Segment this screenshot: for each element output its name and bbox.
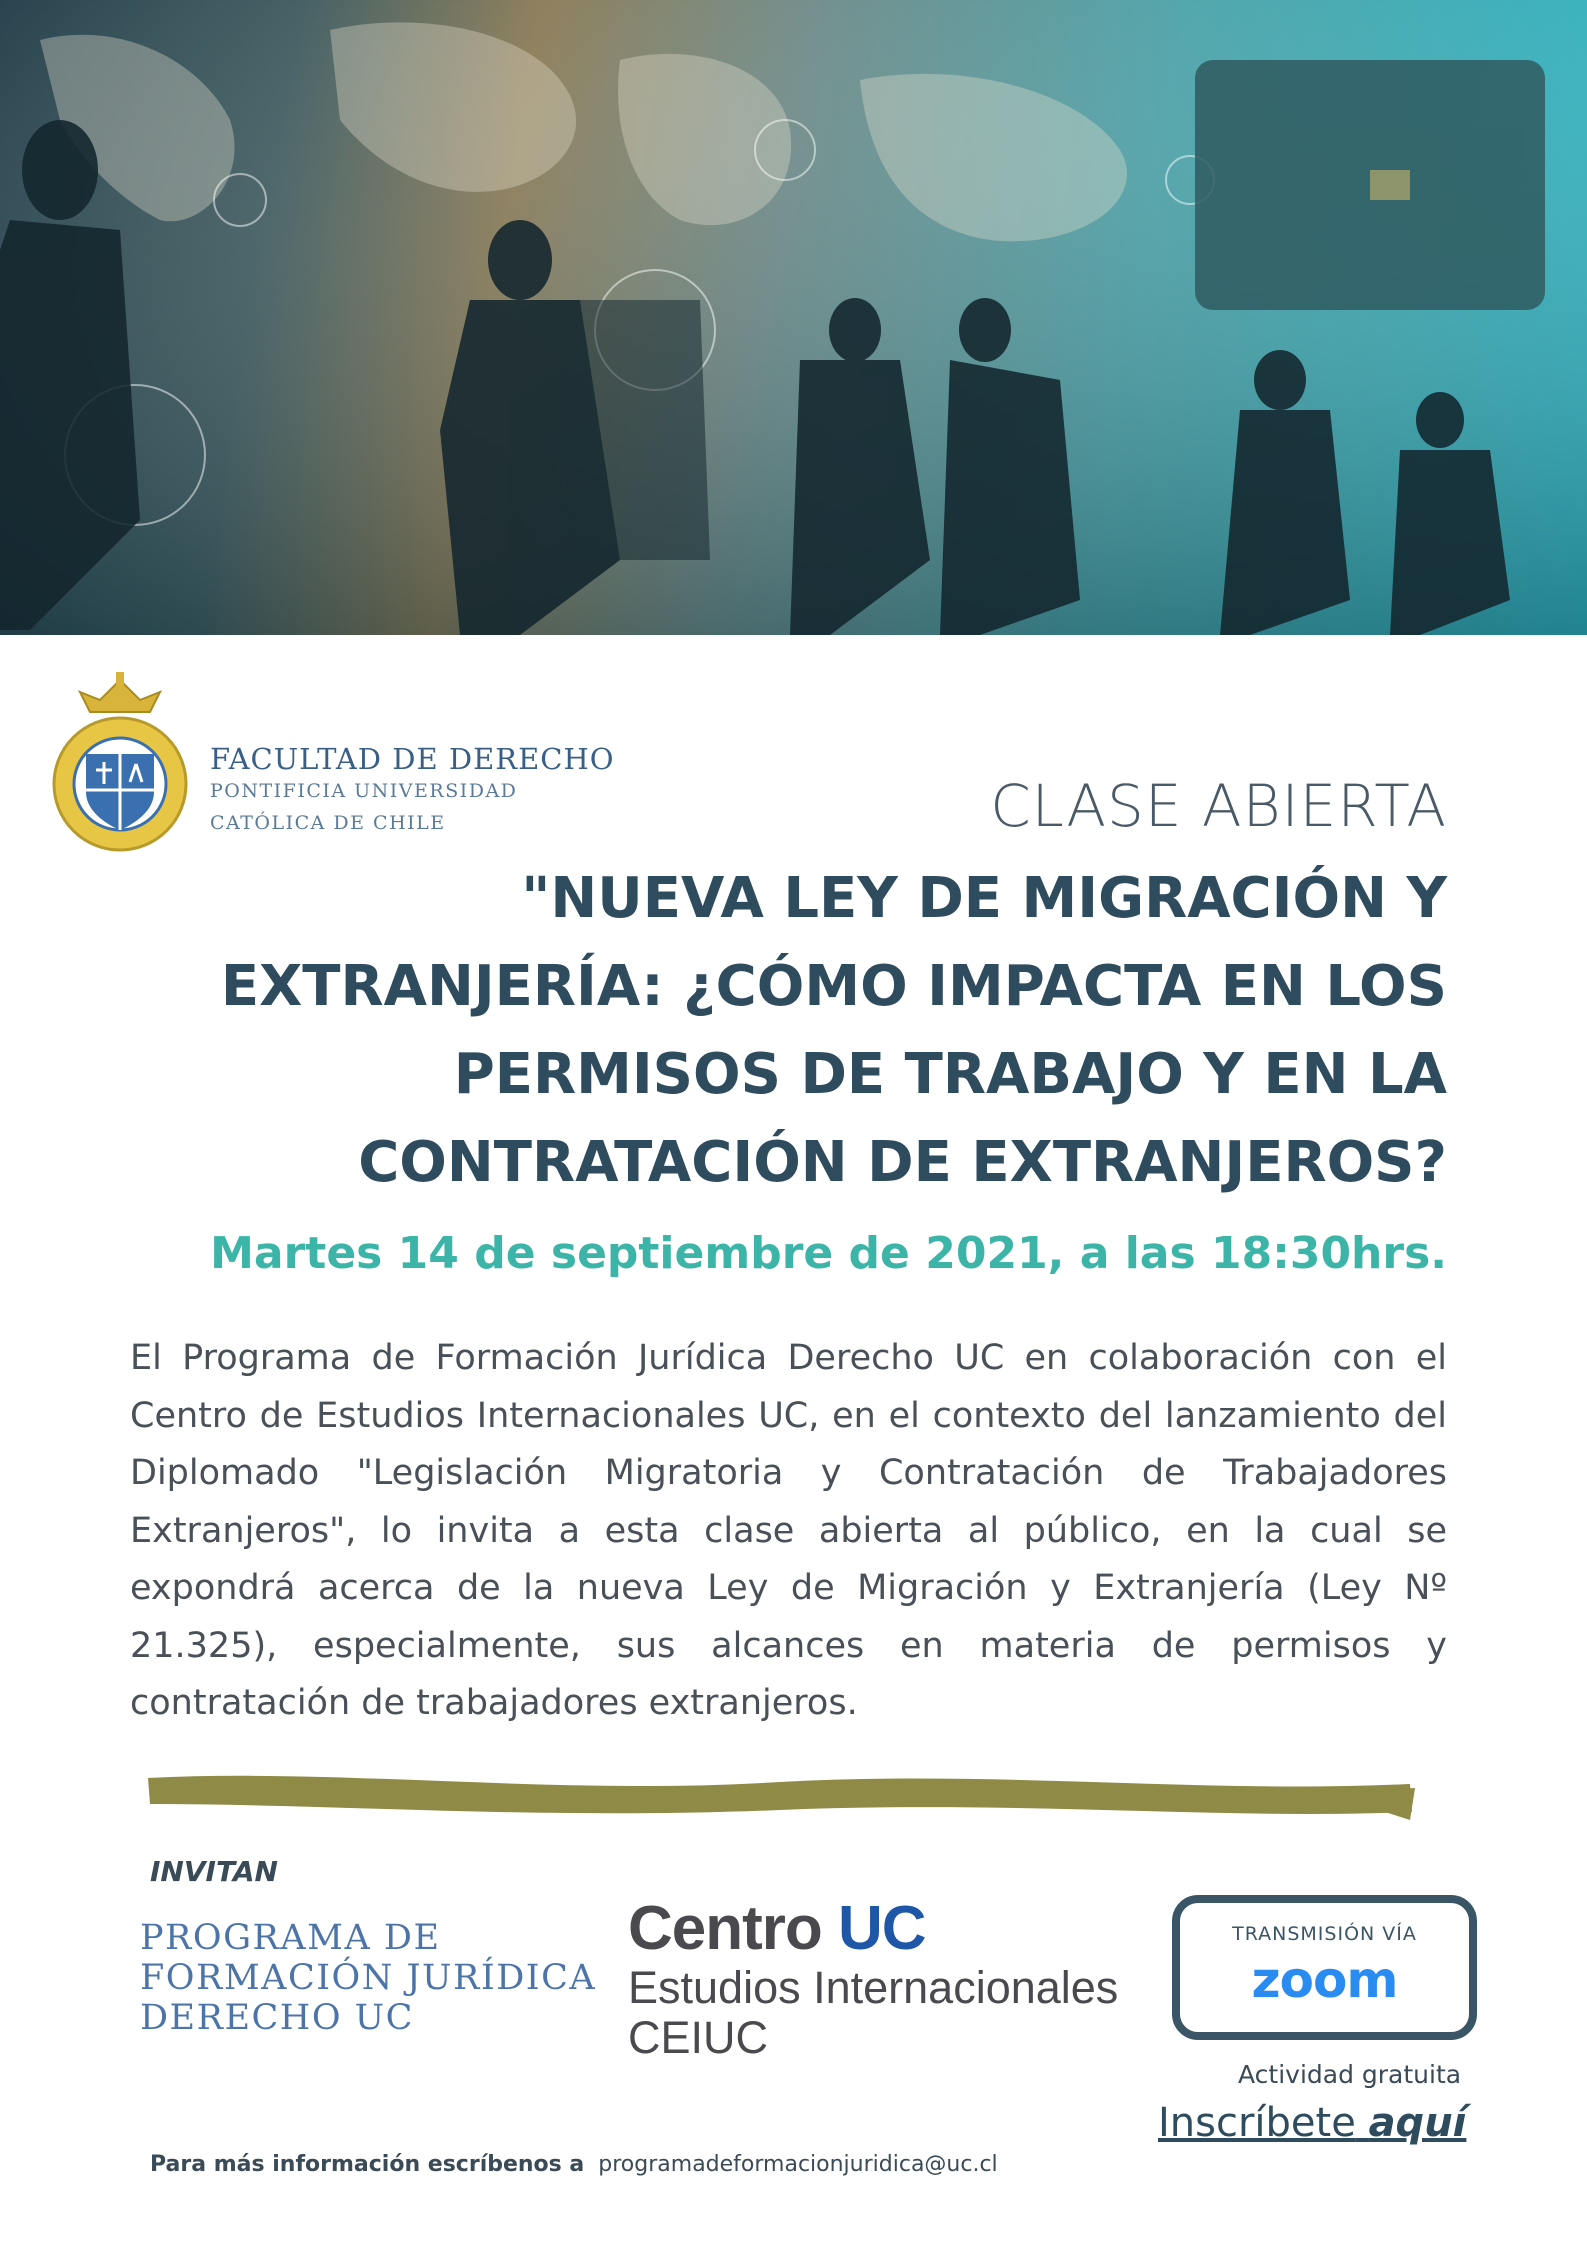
- ceiuc-line2: Estudios Internacionales: [628, 1962, 1119, 2013]
- pfj-line3: DERECHO UC: [140, 1998, 414, 2038]
- ceiuc-line3: CEIUC: [628, 2012, 769, 2063]
- invitan-label: INVITAN: [150, 1855, 278, 1888]
- signup-here-link[interactable]: aquí: [1368, 2100, 1467, 2146]
- ceiuc-logo-title: [628, 1893, 926, 1964]
- event-title: "NUEVA LEY DE MIGRACIÓN Y EXTRANJERÍA: ¿CÓMO IMPACTA EN LOS PERMISOS DE TRABAJO Y EN LA CONTRATACIÓN DE EXTRANJEROS?: [220, 866, 1447, 1195]
- footer-email[interactable]: programadeformacionjuridica@uc.cl: [598, 2152, 998, 2177]
- zoom-logo: zoom: [1251, 1951, 1398, 2009]
- signup-text[interactable]: Inscríbete: [1158, 2100, 1356, 2146]
- event-description: El Programa de Formación Jurídica Derecho UC en colaboración con el Centro de Estudios Internacionales UC, en el contexto del lanzamiento del Diplomado "Legislación Migratoria y Contratación de Trabajadores Extranjeros", lo invita a esta clase abierta al público, en la cual se expondrá acerca de la nueva Ley de Migración y Extranjería (Ley Nº 21.325), especialmente, sus alcances en materia de permisos y contratación de trabajadores extranjeros.: [130, 1338, 1447, 1723]
- zoom-label: TRANSMISIÓN VÍA: [1232, 1923, 1417, 1945]
- hero-silhouettes: [0, 0, 1587, 635]
- zoom-transmission-badge: [1172, 1895, 1477, 2040]
- faculty-subtitle-line2: CATÓLICA DE CHILE: [210, 812, 446, 834]
- footer-contact: [150, 2152, 998, 2177]
- faculty-subtitle-line1: PONTIFICIA UNIVERSIDAD: [210, 780, 518, 802]
- ceiuc-word-uc: UC: [838, 1894, 926, 1963]
- signup-link[interactable]: [1158, 2100, 1466, 2146]
- pfj-line1: PROGRAMA DE: [140, 1918, 441, 1958]
- pfj-line2: FORMACIÓN JURÍDICA: [140, 1958, 597, 1998]
- ceiuc-word-centro: Centro: [628, 1894, 822, 1963]
- free-activity-label: Actividad gratuita: [1238, 2060, 1462, 2089]
- pfj-logo: [140, 1918, 596, 2038]
- university-crest-icon: [50, 672, 190, 862]
- footer-lead: Para más información escríbenos a: [150, 2152, 585, 2177]
- hero-image: [0, 0, 1587, 635]
- event-date: Martes 14 de septiembre de 2021, a las 18:30hrs.: [210, 1228, 1447, 1279]
- brush-stroke-divider: [140, 1760, 1420, 1830]
- event-kicker: CLASE ABIERTA: [990, 772, 1447, 840]
- faculty-title: FACULTAD DE DERECHO: [210, 742, 615, 776]
